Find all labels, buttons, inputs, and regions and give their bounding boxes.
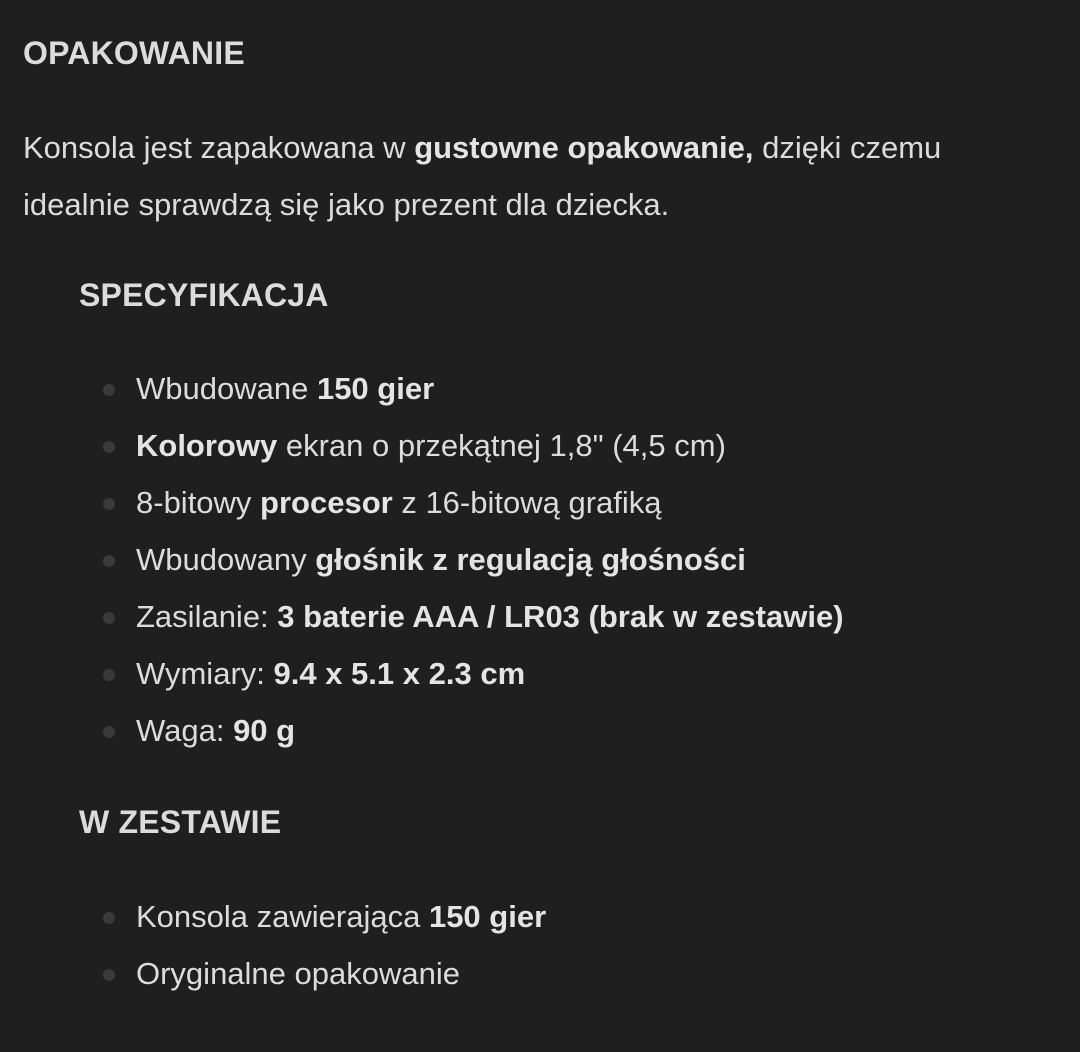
bullet-icon: [103, 669, 115, 681]
specification-list: [0, 360, 1080, 759]
bullet-icon: [103, 726, 115, 738]
list-item: [0, 417, 1080, 474]
list-item: [0, 588, 1080, 645]
list-item: [0, 360, 1080, 417]
item-bold-text: 90 g: [233, 713, 296, 748]
item-text: Konsola zawierająca: [136, 899, 429, 934]
list-item: [0, 531, 1080, 588]
bullet-icon: [103, 969, 115, 981]
bullet-icon: [103, 555, 115, 567]
item-text: Wbudowane: [136, 371, 317, 406]
item-bold-text: głośnik z regulacją głośności: [315, 542, 746, 577]
in-set-list: [0, 888, 1080, 1002]
item-text-end: z 16-bitową grafiką: [392, 485, 662, 520]
item-text: 8-bitowy: [136, 485, 261, 520]
list-item: [0, 702, 1080, 759]
bullet-icon: [103, 498, 115, 510]
item-text: Wymiary:: [136, 656, 274, 691]
list-item: [0, 945, 1080, 1002]
item-bold-text: Kolorowy: [136, 428, 278, 463]
item-text: Waga:: [136, 713, 234, 748]
bullet-icon: [103, 441, 115, 453]
packaging-paragraph: [23, 119, 1043, 233]
heading-specification: SPECYFIKACJA: [79, 277, 329, 313]
item-text: Oryginalne opakowanie: [136, 956, 460, 991]
list-item: [0, 888, 1080, 945]
bullet-icon: [103, 384, 115, 396]
heading-in-set: W ZESTAWIE: [79, 804, 282, 840]
packaging-text-start: Konsola jest zapakowana w: [23, 130, 415, 165]
packaging-text-bold: gustowne opakowanie,: [414, 130, 754, 165]
heading-packaging: OPAKOWANIE: [23, 35, 245, 71]
list-item: [0, 474, 1080, 531]
list-item: [0, 645, 1080, 702]
item-bold-text: 3 baterie AAA / LR03 (brak w zestawie): [277, 599, 844, 634]
item-text: Zasilanie:: [136, 599, 278, 634]
item-bold-text: 9.4 x 5.1 x 2.3 cm: [273, 656, 526, 691]
bullet-icon: [103, 612, 115, 624]
packaging-text-end: dzięki czemu idealnie sprawdzą się jako prezent dla dziecka.: [23, 130, 942, 222]
bullet-icon: [103, 912, 115, 924]
item-bold-text: procesor: [260, 485, 393, 520]
item-bold-text: 150 gier: [428, 899, 547, 934]
item-bold-text: 150 gier: [316, 371, 435, 406]
item-text: Wbudowany: [136, 542, 316, 577]
item-text-end: ekran o przekątnej 1,8" (4,5 cm): [277, 428, 726, 463]
